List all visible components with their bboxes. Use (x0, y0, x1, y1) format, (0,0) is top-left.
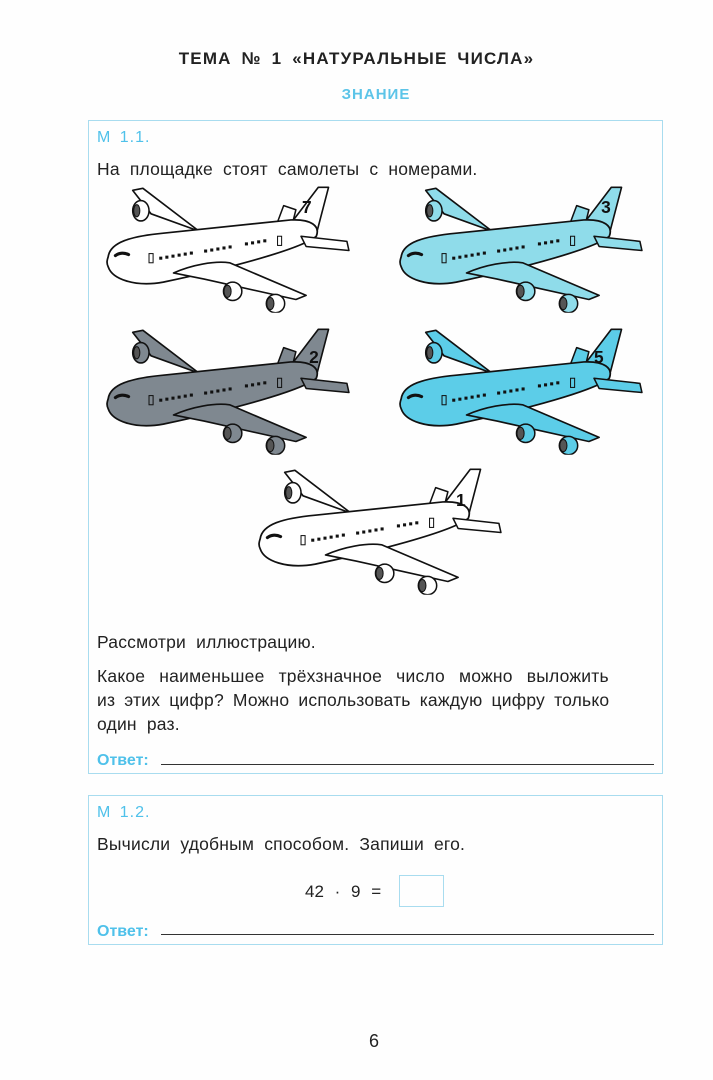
airplane-2 (97, 326, 352, 461)
airplane-1 (249, 466, 504, 601)
page-number: 6 (368, 1031, 379, 1051)
task-1-question-line-3: один раз. (97, 714, 180, 734)
task-1-answer-label: Ответ: (97, 752, 149, 769)
task-1-intro: На площадке стоят самолеты с номерами. (97, 159, 478, 179)
plane-number-5: 5 (594, 346, 604, 367)
task-2-instruction: Вычисли удобным способом. Запиши его. (97, 834, 466, 854)
math-expression: 42 · 9 = (305, 882, 382, 901)
airplane-3 (390, 184, 645, 319)
airplane-7 (97, 184, 352, 319)
task-1-question-line-1: Какое наименьшее трёхзначное число можно выложить (97, 666, 609, 686)
section-label: ЗНАНИЕ (341, 86, 411, 103)
task-2-answer-line[interactable] (161, 934, 654, 935)
answer-box[interactable] (399, 875, 444, 907)
task-2-answer-label: Ответ: (97, 923, 149, 940)
task-1-id: М 1.1. (97, 129, 151, 146)
airplane-5 (390, 326, 645, 461)
task-2-box (88, 795, 663, 945)
plane-number-3: 3 (601, 196, 611, 217)
topic-title: ТЕМА № 1 «НАТУРАЛЬНЫЕ ЧИСЛА» (178, 49, 535, 68)
task-1-question-line-2: из этих цифр? Можно использовать каждую цифру только (97, 690, 610, 710)
plane-number-2: 2 (309, 346, 319, 367)
task-2-id: М 1.2. (97, 804, 151, 821)
plane-number-1: 1 (456, 490, 466, 511)
plane-number-7: 7 (302, 196, 312, 217)
task-1-instruction: Рассмотри иллюстрацию. (97, 632, 316, 652)
task-1-answer-line[interactable] (161, 764, 654, 765)
task-1-box (88, 120, 663, 774)
